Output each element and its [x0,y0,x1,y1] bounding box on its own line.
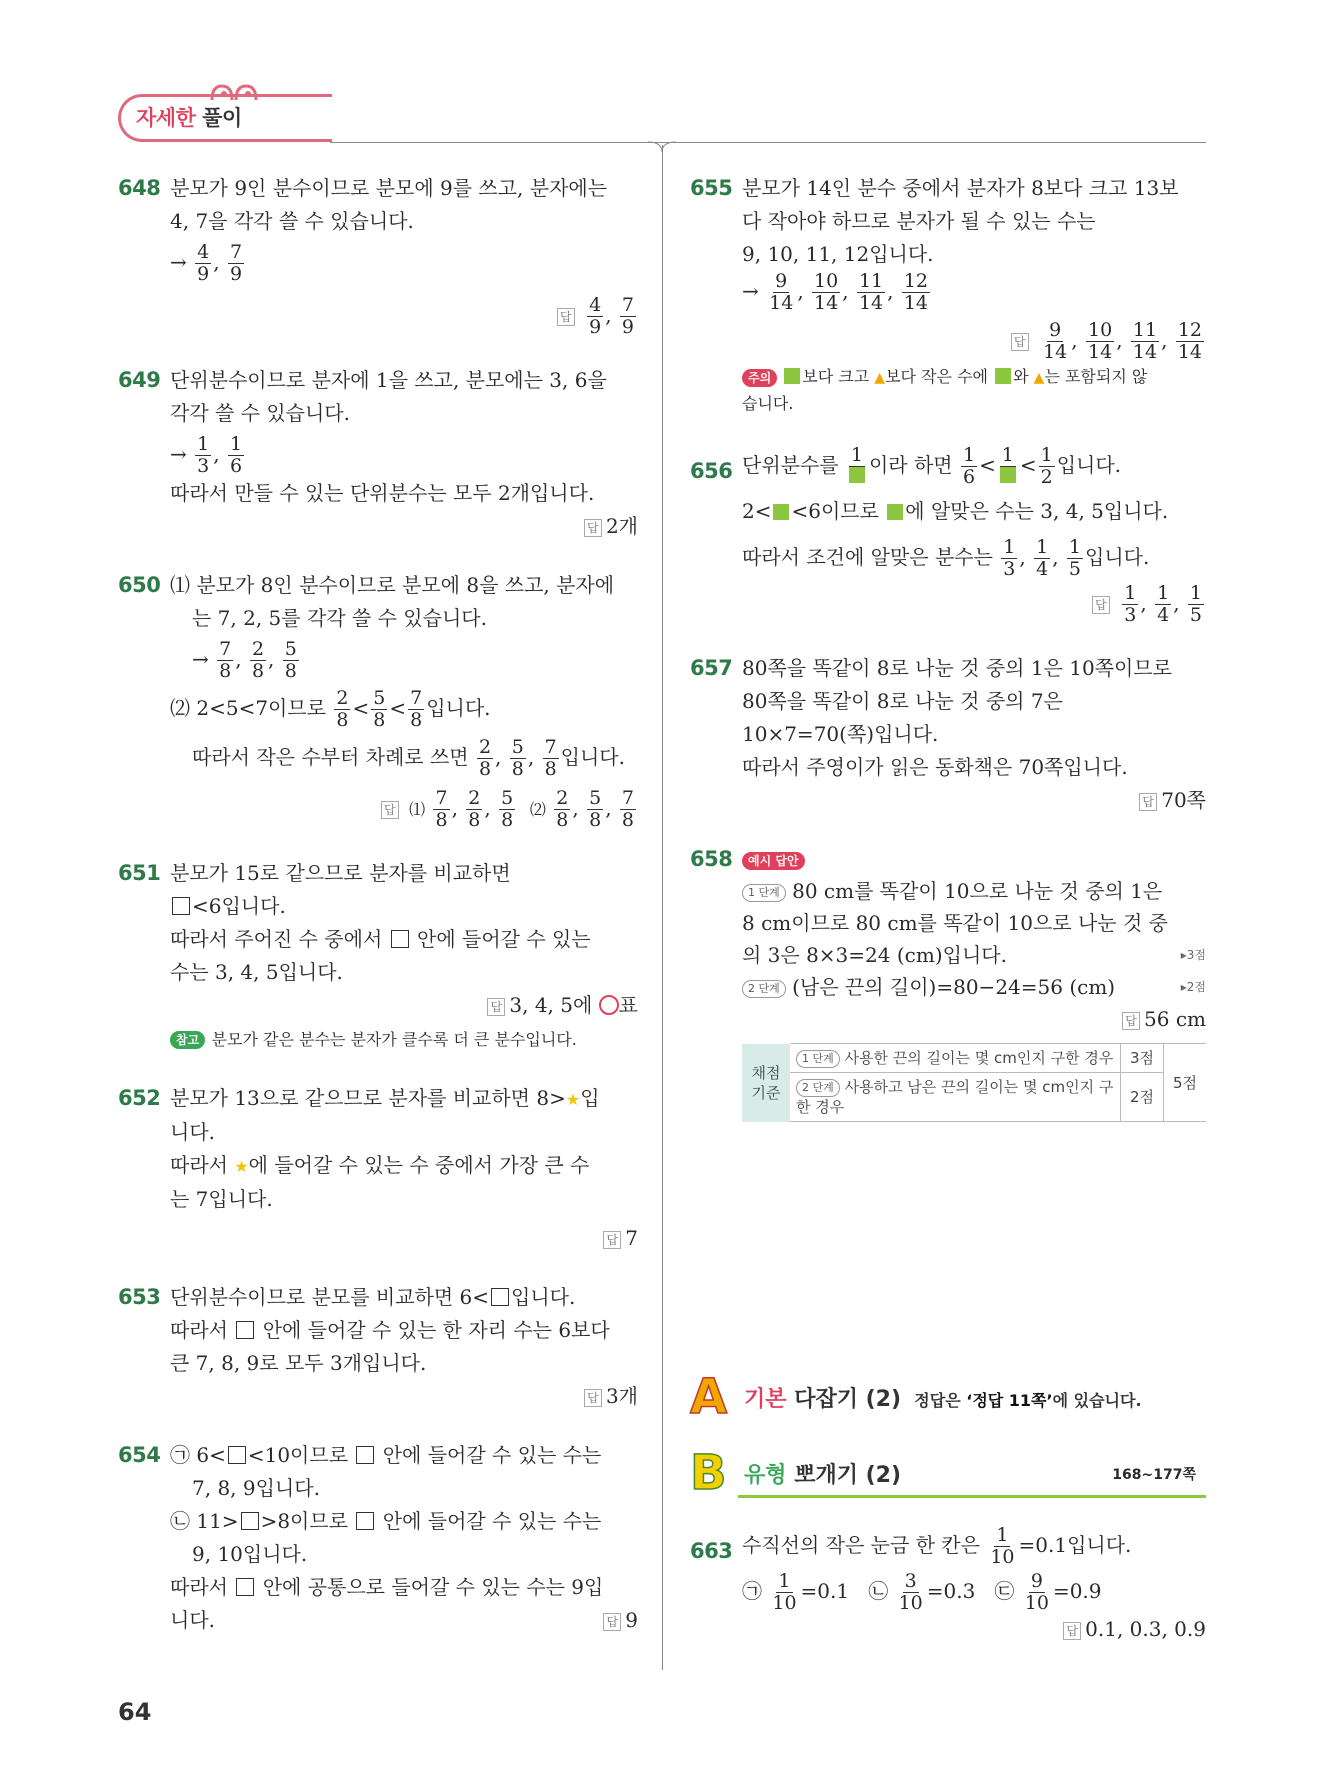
section-b-underline [738,1495,1206,1498]
problem-657 [690,652,1206,817]
green-square-icon [849,467,865,483]
solution-line [742,843,1206,875]
arrow: → [742,279,759,303]
empty-box-icon [491,1288,509,1306]
answer-icon: 답 [1122,1012,1140,1030]
fraction: $\frac{12}{14}$ [1177,319,1202,363]
answer-text: 3, 4, 5에 [509,993,593,1017]
column-divider [662,145,663,1670]
text: ㉡ [868,1579,889,1603]
text: 뽀개기 (2) [794,1463,902,1488]
step-badge: 2 단계 [796,1079,840,1097]
solution-line [170,1082,638,1116]
empty-box-icon [236,1321,254,1339]
answer-icon: 답 [1139,793,1157,811]
answer-icon: 답 [1092,596,1110,614]
answer-icon: 답 [557,308,575,326]
text: 보다 크고 [802,367,870,386]
text: 따라서 주어진 수 중에서 [170,927,383,951]
section-b-pages: 168~177쪽 [1112,1467,1196,1483]
problem-650 [118,569,638,831]
answer-text: 2개 [605,514,638,538]
fraction: $\frac{1}{3}$ [197,433,210,477]
fraction: $\frac{7}{8}$ [410,687,423,731]
problem-number: 657 [690,656,733,680]
solution-line [170,923,638,956]
note [742,363,1206,392]
solution-line [170,1314,638,1347]
text: <6입니다. [192,894,286,918]
fraction: $\frac{1}{4}$ [1157,582,1170,626]
text: 입니다. [1056,453,1122,477]
text: 안에 들어갈 수 있는 [417,927,591,951]
text: 안에 들어갈 수 있는 수는 [382,1509,602,1533]
problem-number: 656 [690,459,733,483]
solution-line: 따라서 만들 수 있는 단위분수는 모두 2개입니다. [170,481,595,505]
green-square-icon [773,504,789,520]
problem-663-column [690,1522,1206,1670]
fraction: $\frac{7}{8}$ [544,736,557,780]
problem-number: 651 [118,861,161,885]
green-square-icon [784,368,800,384]
text: <10이므로 [247,1443,349,1467]
text: 따라서 [170,1318,228,1342]
text: ⑵ 2<5<7이므로 [170,696,327,720]
page-number: 64 [118,1698,152,1726]
fraction: $\frac{7}{9}$ [229,241,243,285]
answer-icon: 답 [584,1389,602,1407]
solution-line [170,890,638,923]
fraction: $\frac{9}{14}$ [769,270,794,314]
text: < [352,696,370,720]
text: < [1019,453,1037,477]
answer: 답 $\frac{1}{3}$ , $\frac{1}{4}$ , $\frac{1}{5}$ [742,580,1206,626]
solution-line [742,488,1206,534]
solution-line: 8 cm이므로 80 cm를 똑같이 10으로 나눈 것 중 [742,911,1168,935]
problem-654 [118,1439,638,1637]
solution-line [742,939,1206,971]
text: 와 [1013,367,1029,386]
text: 입니다. [1085,545,1150,569]
note-tag: 참고 [170,1031,205,1049]
example-answer-tag: 예시 답안 [742,852,805,870]
solution-line: 는 7, 2, 5를 각각 쓸 수 있습니다. [192,606,487,630]
header-title-pink: 자세한 [136,106,196,130]
answer [170,1380,638,1413]
text: 다잡기 (2) [794,1387,902,1412]
row-points: 2점 [1121,1073,1164,1122]
note-text: 습니다. [742,394,794,413]
text: 에 있습니다. [1052,1391,1142,1410]
text: 따라서 작은 수부터 차례로 쓰면 [192,745,469,769]
answer-text: 56 cm [1144,1007,1206,1031]
answer-icon: 답 [381,801,399,819]
solution-line: 7, 8, 9입니다. [192,1476,320,1500]
green-square-icon [887,504,903,520]
text: 기본 [744,1387,787,1412]
problem-658 [690,843,1206,1035]
problem-number: 658 [690,847,733,871]
fraction: $\frac{9}{10}$ [1024,1570,1049,1614]
section-a-banner [690,1369,1210,1425]
fraction: $\frac{1}{3}$ [1003,536,1016,580]
star-icon: ★ [234,1157,249,1176]
solution-line [170,688,638,731]
empty-box-icon [356,1446,374,1464]
fraction: $\frac{1}{10}$ [772,1570,797,1614]
solution-line: ⑴ 분모가 8인 분수이므로 분모에 8을 쓰고, 분자에 [170,573,615,597]
text [909,1391,1142,1410]
solution-line: 따라서 작은 수부터 차례로 쓰면 $\frac{2}{8}$ , $\frac{5}{8}$ , $\frac{7}{8}$ 입니다. [192,736,625,780]
answer [170,1222,638,1255]
scoring-row-2 [790,1073,1121,1122]
green-square-icon [995,368,1011,384]
solution-line: 따라서 주영이가 읽은 동화책은 70쪽입니다. [742,755,1128,779]
answer: 답 $\frac{4}{9}$ , $\frac{7}{9}$ [170,295,638,338]
text: 니다. [170,1608,215,1632]
text: 유형 [744,1463,787,1488]
scoring-table [742,1043,1206,1122]
fraction: $\frac{12}{14}$ [903,270,929,314]
text: 표 [618,993,638,1017]
solution-line: 4, 7을 각각 쓸 수 있습니다. [170,209,414,233]
fraction: $\frac{2}{8}$ [336,687,349,731]
section-letter-b: B [690,1445,727,1501]
text: =0.1입니다. [1018,1533,1132,1557]
fraction: $\frac{2}{8}$ [468,787,481,831]
text: 사용하고 남은 끈의 길이는 몇 cm인지 구한 경우 [796,1078,1114,1116]
fraction: $\frac{2}{8}$ [478,736,492,780]
solution-line: 따라서 조건에 알맞은 분수는 $\frac{1}{3}$ , $\frac{1}{4}$ , $\frac{1}{5}$ 입니다. [742,536,1150,580]
text: =0.1 [800,1579,850,1603]
answer: 답 $\frac{9}{14}$ , $\frac{10}{14}$ , $\frac{11}{14}$ , $\frac{12}{14}$ [742,320,1206,363]
fraction: $\frac{5}{8}$ [284,638,297,682]
text: 따라서 조건에 알맞은 분수는 [742,545,993,569]
header-title-dark: 풀이 [202,106,242,130]
answer [603,1604,638,1637]
text: < [979,453,996,477]
answer-icon: 답 [603,1613,621,1631]
answer [742,1003,1206,1035]
text: 입니다. [560,745,625,769]
fraction: $\frac{5}{8}$ [589,787,602,831]
header-eyes-icon [208,82,260,102]
problem-number: 652 [118,1086,161,1110]
solution-line: 9, 10입니다. [192,1542,308,1566]
fraction: $\frac{1}{3}$ [1124,582,1137,626]
text: ㉠ [742,1579,762,1603]
solution-line: 80쪽을 똑같이 8로 나눈 것 중의 7은 [742,689,1063,713]
fraction: $\frac{4}{9}$ [197,241,210,285]
solution-line: 각각 쓸 수 있습니다. [170,401,350,425]
text: 에 들어갈 수 있는 수 중에서 가장 큰 수 [248,1153,590,1177]
fraction: $\frac{9}{14}$ [1043,319,1068,363]
solution-line: → $\frac{9}{14}$ , $\frac{10}{14}$ , $\frac{11}{14}$ , $\frac{12}{14}$ [742,270,929,314]
problem-number: 650 [118,573,161,597]
answer [170,510,638,543]
step-badge: 1 단계 [796,1050,840,1068]
fraction: $\frac{1}{4}$ [1036,536,1049,580]
problem-656 [690,442,1206,626]
fraction: $\frac{10}{14}$ [814,270,839,314]
problem-number: 663 [690,1539,733,1563]
fraction: $\frac{7}{9}$ [621,294,634,338]
solution-line: 수는 3, 4, 5입니다. [170,960,343,984]
solution-line: 큰 7, 8, 9로 모두 3개입니다. [170,1351,427,1375]
fraction: $\frac{2}{8}$ [556,787,569,831]
problem-651 [118,857,638,1056]
solution-line: 분모가 15로 같으므로 분자를 비교하면 [170,861,511,885]
text: 안에 들어갈 수 있는 수는 [382,1443,602,1467]
empty-box-icon [236,1578,254,1596]
text: 따라서 [170,1153,228,1177]
answer-icon: 답 [584,519,602,537]
text: ⑴ [409,800,426,819]
note-tag: 주의 [742,369,777,387]
answer-icon: 답 [1011,333,1029,351]
text: 수직선의 작은 눈금 한 칸은 [742,1533,980,1557]
empty-box-icon [172,897,190,915]
text: ㉠ 6< [170,1443,226,1467]
note [170,1022,638,1056]
fraction: $\frac{11}{14}$ [858,270,884,314]
points: ▸3점 [1180,948,1206,962]
problem-663 [690,1522,1206,1644]
solution-line: → $\frac{7}{8}$ , $\frac{2}{8}$ , $\frac{5}{8}$ [192,638,297,682]
fraction: $\frac{1}{10}$ [990,1524,1015,1568]
arrow: → [192,647,209,671]
text: =0.3 [926,1579,976,1603]
solution-line: → $\frac{1}{3}$ , $\frac{1}{6}$ [170,433,243,477]
answer-icon: 답 [603,1231,621,1249]
scoring-row-1 [790,1044,1121,1073]
answer-text: 7 [625,1226,638,1250]
solution-line [742,1522,1206,1568]
fraction: $\frac{7}{8}$ [219,638,232,682]
text: 단위분수이므로 분모를 비교하면 6< [170,1285,490,1309]
problem-653 [118,1281,638,1413]
solution-line: 분모가 14인 분수 중에서 분자가 8보다 크고 13보 [742,176,1179,200]
solution-line: 80쪽을 똑같이 8로 나눈 것 중의 1은 10쪽이므로 [742,656,1172,680]
fraction: 1 [847,445,867,488]
text: < [389,696,407,720]
fraction: $\frac{7}{8}$ [435,787,448,831]
text: (남은 끈의 길이)=80−24=56 (cm) [792,975,1116,999]
note-text: 분모가 같은 분수는 분자가 클수록 더 큰 분수입니다. [211,1030,577,1049]
fraction: $\frac{4}{9}$ [589,294,602,338]
problem-number: 653 [118,1285,161,1309]
solution-line [742,1568,1206,1614]
problem-number: 648 [118,176,161,200]
answer-text: 3개 [605,1384,638,1408]
solution-line [170,1149,638,1183]
answer-icon: 답 [1063,1622,1081,1640]
answer: 답 ⑴ $\frac{7}{8}$ , $\frac{2}{8}$ , $\frac{5}{8}$ ⑵ $\frac{2}{8}$ , $\frac{5}{8}$ , $\frac{7}{8}$ [170,788,638,831]
text: 따라서 [170,1575,228,1599]
triangle-icon: ▲ [1033,370,1045,386]
text: 정답은 [914,1391,961,1410]
solution-line: 10×7=70(쪽)입니다. [742,722,939,746]
star-icon: ★ [565,1090,581,1109]
solution-line [170,1571,638,1604]
text: >8이므로 [260,1509,349,1533]
answer [742,1614,1206,1644]
solution-line: 단위분수이므로 분자에 1을 쓰고, 분모에는 3, 6을 [170,368,607,392]
fraction: $\frac{1}{6}$ [229,433,243,477]
solution-line: 9, 10, 11, 12입니다. [742,242,934,266]
solution-line [742,875,1206,907]
points: ▸2점 [1180,980,1206,994]
fraction: $\frac{3}{10}$ [898,1570,923,1614]
green-square-icon [1000,467,1016,483]
text: 분모가 13으로 같으므로 분자를 비교하면 8> [170,1086,566,1110]
fraction: $\frac{1}{5}$ [1189,582,1202,626]
text: 는 포함되지 않 [1044,367,1148,386]
empty-box-icon [228,1446,246,1464]
fraction: $\frac{5}{8}$ [501,787,514,831]
text: 안에 공통으로 들어갈 수 있는 수는 9입 [262,1575,604,1599]
empty-box-icon [241,1512,259,1530]
section-b-title [744,1458,901,1489]
solution-line: 분모가 9인 분수이므로 분모에 9를 쓰고, 분자에는 [170,176,608,200]
text: 단위분수를 [742,453,839,477]
answer-icon: 답 [487,998,505,1016]
text: 보다 작은 수에 [885,367,988,386]
text: 입니다. [511,1285,576,1309]
text: <6이므로 [791,499,879,523]
arrow: → [170,250,187,274]
problem-number: 649 [118,368,161,392]
text: 입 [580,1086,600,1110]
text: ‘정답 11쪽’ [966,1391,1053,1410]
fraction: $\frac{11}{14}$ [1132,319,1158,363]
empty-box-icon [356,1512,374,1530]
text: ㉡ 11> [170,1509,239,1533]
solution-line: 니다. [170,1120,215,1144]
fraction: $\frac{5}{8}$ [373,687,386,731]
section-b-banner [690,1445,1210,1501]
fraction: $\frac{10}{14}$ [1088,319,1113,363]
fraction: $\frac{1}{2}$ [1040,444,1053,488]
text: 에 알맞은 수는 3, 4, 5입니다. [905,499,1169,523]
solution-line [170,1505,638,1538]
fraction: $\frac{1}{6}$ [962,444,976,488]
fraction: $\frac{2}{8}$ [251,638,265,682]
section-a-title [744,1382,1142,1413]
circle-icon [599,995,619,1015]
answer [170,989,638,1022]
answer [742,784,1206,817]
solution-line [170,1604,638,1637]
problem-number: 655 [690,176,733,200]
left-column [118,172,638,1663]
solution-line: 는 7입니다. [170,1187,273,1211]
step-badge: 1 단계 [742,884,786,902]
text: 의 3은 8×3=24 (cm)입니다. [742,943,1007,967]
answer-text: 9 [625,1608,638,1632]
problem-655 [690,172,1206,416]
step-badge: 2 단계 [742,980,786,998]
solution-line [742,442,1206,488]
section-letter-a: A [690,1369,728,1425]
solution-line [170,1281,638,1314]
arrow: → [170,442,187,466]
right-column [690,172,1206,1122]
solution-line [742,971,1206,1003]
total-points: 5점 [1164,1044,1207,1122]
fraction: $\frac{5}{8}$ [511,736,524,780]
text: 80 cm를 똑같이 10으로 나눈 것 중의 1은 [792,879,1163,903]
page-header-title [136,102,242,132]
problem-number: 654 [118,1443,161,1467]
text: 안에 들어갈 수 있는 한 자리 수는 6보다 [262,1318,610,1342]
empty-box-icon [391,930,409,948]
answer-text: 70쪽 [1161,788,1206,812]
fraction: $\frac{1}{5}$ [1068,536,1081,580]
text: 2< [742,499,772,523]
solution-line: → $\frac{4}{9}$ , $\frac{7}{9}$ [170,241,243,285]
text: 사용한 끈의 길이는 몇 cm인지 구한 경우 [844,1049,1114,1067]
answer-text: 0.1, 0.3, 0.9 [1085,1617,1206,1641]
text: 입니다. [426,696,491,720]
triangle-icon: ▲ [874,370,886,386]
problem-649 [118,364,638,543]
problem-652 [118,1082,638,1255]
text: ⑵ [529,800,546,819]
header-divider [330,142,1206,143]
problem-648 [118,172,638,338]
text: =0.9 [1052,1579,1102,1603]
row-points: 3점 [1121,1044,1164,1073]
solution-line: 다 작아야 하므로 분자가 될 수 있는 수는 [742,209,1096,233]
fraction: 1 [998,445,1018,488]
scoring-header: 채점 기준 [742,1044,790,1122]
text: 이라 하면 [868,453,953,477]
fraction: $\frac{7}{8}$ [621,787,634,831]
text: ㉢ [994,1579,1015,1603]
solution-line [170,1439,638,1472]
